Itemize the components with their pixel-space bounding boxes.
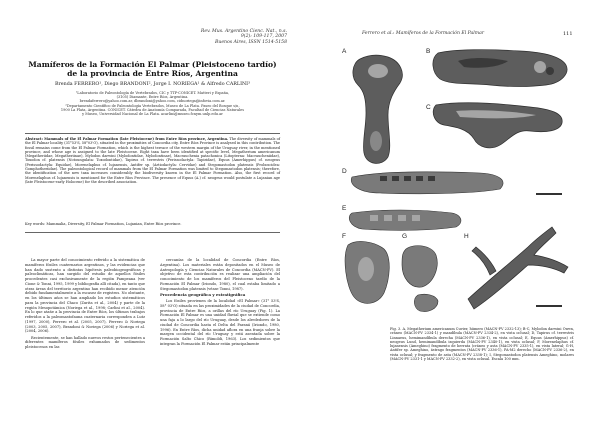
equus-hemimandible <box>349 210 461 230</box>
figure-label-g: G <box>402 233 408 240</box>
affiliation-line: y Museo, Universidad Nacional de La Plata. acarlini@museo.fcnym.unlp.edu.ar <box>82 112 223 117</box>
divider <box>25 133 280 134</box>
authors: Brenda FERRERO¹, Diego BRANDONI², Jorge I. NORIEGA¹ & Alfredo CARLINI³ <box>54 82 250 87</box>
scale-bar <box>536 193 562 195</box>
mandible-specimen <box>433 103 562 148</box>
page-number: 111 <box>563 31 573 37</box>
affiliation-line: ¹Laboratorio de Paleontología de Vertebrados, CIC y TTP-CONICET. Matteri y España, <box>75 91 230 95</box>
affiliation-line: ²Departamento Científico de Paleontología Vertebrados, Museo de La Plata. Paseo del Bosque s/n, <box>65 103 240 108</box>
article-title: Mamíferos de la Formación El Palmar (Pleistoceno tardío) de la provincia de Entre Ríos, Argentina <box>28 60 277 78</box>
divider <box>25 232 280 233</box>
affiliation-line: brendaferrero@yahoo.com.ar, dbrandoni@yahoo.com, cidnoriega@infovia.com.ar. <box>79 99 226 104</box>
astragalus-specimen <box>402 246 438 312</box>
scale-bar <box>536 305 562 307</box>
skull-specimen <box>433 50 567 87</box>
humerus-specimen <box>353 55 402 163</box>
paragraph: Los fósiles provienen de la localidad «El Palmar» (31° 53'S, 58° 03'O) situada en las proximidades de la ciudad de Concordia, provincia de Entre Ríos, a orillas del río Uruguay (Fig. 1). La Formación El Palmar es una unidad fluvial que se extiende como una faja a lo largo del río Uruguay, desde los alrededores de la ciudad de Concordia hasta el Delta del Paraná (Iriondo, 1980, 1996). En Entre Ríos, dicha unidad aflora en una franja sobre la margen occidental del río Uruguay y está asentada sobre la Formación Salto Chico (Rimoldi, 1963). Los sedimientos que integran la Formación El Palmar están principalmente <box>160 299 280 346</box>
affiliations <box>25 91 280 116</box>
paragraph: Recientemente, se han hallado nuevos restos pertenecientes a diferentes mamíferos fósiles exhumados de sedimentos pleistocenos en las <box>25 335 145 349</box>
antler-fragment <box>468 227 568 309</box>
cervid-skull-fragment <box>345 242 389 304</box>
figure-label-a: A <box>342 48 347 55</box>
journal-line-2: 9(2): 109-117, 2007 <box>240 34 287 40</box>
paragraph: cercanías de la localidad de Concordia (Entre Ríos, Argentina). Los materiales están depositados en el Museo de Antropología y Ciencias Naturales de Concordia (MACN-PV). El objetivo de esta contribución es realizar una ampliación del conocimiento de los mamíferos del Pleistoceno tardío de la Formación El Palmar (Iriondo, 1980), el cual estaba limitado a Stegomastodon platensis (véase Tonni, 1987). <box>160 258 280 291</box>
journal-line-1: Rev. Mus. Argentino Cienc. Nat., n.s. <box>200 29 287 34</box>
journal-line-3: Buenos Aires, ISSN 1514-5158 <box>214 39 287 45</box>
body-column-1 <box>25 258 145 351</box>
abstract-heading: Abstract: Mammals of the El Palmar Formation (late Pleistocene) from Entre Ríos province, Argentina. <box>25 137 229 141</box>
abstract-body: The diversity of mammals of the El Palmar locality (31°53'S, 58°03'O), situated in the proximities of Concordia city, Entre Ríos Province is analysed in this contribution. The fossil remains come from the El Palmar Formation, which is the highest terrace of the western margin of the Uruguay river, in the mentioned province, and whose age is assigned to the late Pleistocene. Eight taxa have been identified at specific level, Megatherium americanum (Megatheriidae, Megatheriinae), Mylodon darwini (Mylodontidae, Mylodontinae), Macrauchenia patachonica (Litopterna: Macraucheniidae), Toxodon cf. platensis (Notoungulata: Toxodontidae), Tapirus cf. terrestris (Perissodactyla: Tapiridae), Equus (Amerhippus) cf. neogeus (Perissodactyla: Equidae), Morenelaphus cf. lujanensis, Antifer sp. (Artiodactyla: Cervidae) and Stegomastodon platensis (Proboscidea: Gomphotheriidae). The paleontological record of mammals from the El Palmar Formation was limited to Stegomastodon platensis; therefore, the identification of the new taxa increases considerably the biodiversity known in the El Palmar Formation. Also, the first record of Morenelaphus cf. lujanensis is mentioned for the Entre Ríos Province. The presence of Equus (A.) cf. neogeus would postulate a Lujanian age (late Pleistocene-early Holocene) for the described association. <box>25 137 280 184</box>
figure-label-f: F <box>342 233 346 240</box>
tapir-hemimandible <box>351 172 503 194</box>
fossil-photographs <box>340 43 576 318</box>
paragraph: La mayor parte del conocimiento referido a la sistemática de mamíferos fósiles cuaternarios argentinos, y las evidencias que han dado sustento a distintas hipótesis paleobiogeográficas y paleoclimáticas, han surgido del estudio de aquellos fósiles procedentes casi exclusivamente de la región Pampeana (ver Cione & Tonni, 1995, 1999 y bibliografía allí citada), en tanto que otras áreas del territorio argentino han recibido menor atención debido fundamentalmente a la escasez de registros. No obstante, en los últimos años se han ampliado los estudios sistemáticos para la provincia del Chaco (Zurita et al., 2004) y parte de la región Mesopotámica (Noriega et al., 1998; Carlini et al., 2004). En lo que atañe a la provincia de Entre Ríos, los últimos trabajos referidos a la paleomastofauna cuaternaria corresponden a Lutz (1997, 2000), Ferrero et al. (2005, 2007), Ferrero & Noriega (2003, 2005, 2007), Brandoni & Noriega (2006) y Noriega et al. (2004, 2006). <box>25 258 145 334</box>
affiliation-line: 1900 La Plata, Argentina. CONICET. Cátedra de Anatomía Comparada, Facultad de Ciencias Naturales <box>60 107 245 112</box>
figure-label-h: H <box>464 233 469 240</box>
running-head: Ferrero et al.: Mamíferos de la Formación El Palmar <box>362 31 485 36</box>
figure-caption: Fig. 3. A, Megatherium americanum Cuvier, húmero (MACN-PV 2332-13); B-C, Mylodon darwini Owen, cráneo (MACN-PV 2334-1) y mandíbula (MACN-PV 2334-2), en vista oclusal; D, Tapirus cf. terrestris Linnaeus, hemimandíbula derecha (MACN-PV 2336-1), en vista oclusal; E, Equus (Amerhippus) cf. neogeus Lund, hemimandíbula izquierda (MACN-PV 2340-1), en vista oclusal; F, Morenelaphus cf. lujanensis (Ameghino) fragmento de herrata (cráneo y asta (MACN-PV 2335-1), en vista lateral; G-H, Antifer sp. Ameghino, ástrago fragmentos (MACN-PV 2336-1), PA-M2 derecho (MACN-PV 2336-2), en vista oclusal; y fragmento de asta (MACN-PV 2338-1); I, Stegomastodon platensis Ameghino, molares (MACN-PV 2331-1 y MACN-PV 2332-2), en vista oclusal. Escala 100 mm. <box>390 327 574 362</box>
body-column-2 <box>160 258 280 348</box>
figure-label-e: E <box>342 205 347 212</box>
figure-plate <box>340 43 576 318</box>
journal-info <box>167 29 287 45</box>
figure-label-c: C <box>426 104 431 111</box>
abstract <box>25 137 280 184</box>
keywords: Key words: Mammalia, Diversity, El Palmar Formation, Lujanian, Entre Ríos province. <box>25 222 182 226</box>
affiliation-line: (3105) Diamante, Entre Ríos, Argentina. <box>116 95 189 100</box>
section-heading: Procedencia geográfica y estratigráfica <box>160 292 246 298</box>
right-page <box>300 0 600 433</box>
figure-label-d: D <box>342 168 347 175</box>
figure-label-b: B <box>426 48 431 55</box>
